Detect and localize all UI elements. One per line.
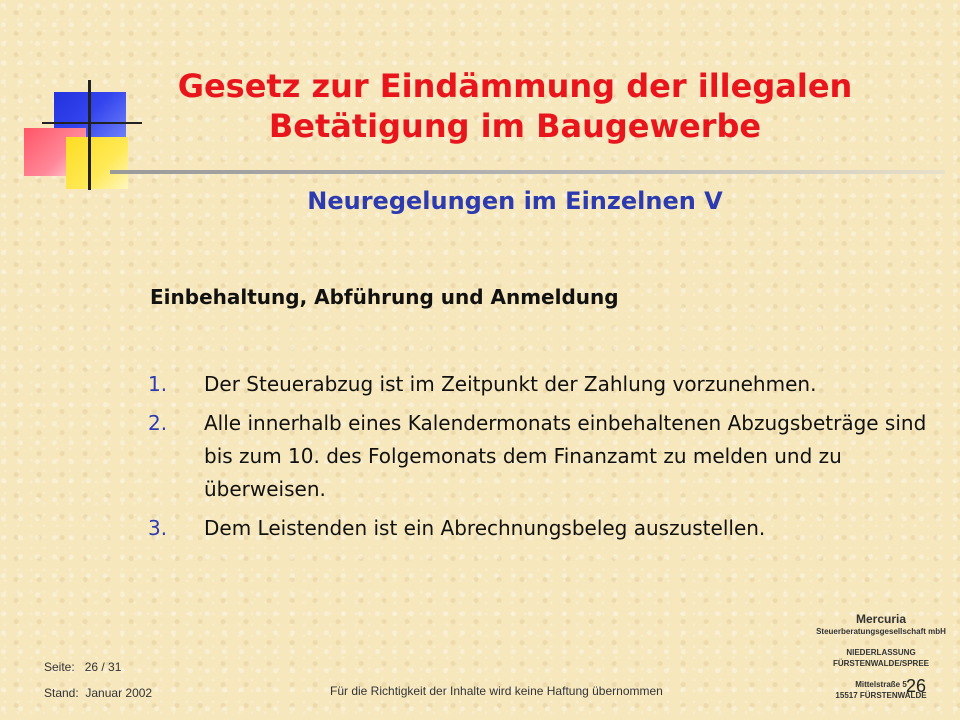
list-number: 1. [148,372,168,396]
seite-value: 26 / 31 [84,660,122,674]
list-item [148,512,928,545]
title-line-2: Betätigung im Baugewerbe [268,107,762,145]
stand-label: Stand: [44,686,79,700]
company-line: Steuerberatungsgesellschaft mbH [816,627,946,636]
title-line-1: Gesetz zur Eindämmung der illegalen [177,67,853,105]
company-line: Mittelstraße 5 [855,680,907,689]
list-item [148,368,928,401]
section-heading: Einbehaltung, Abführung und Anmeldung [150,285,619,309]
company-block [806,612,956,701]
yellow-square [66,137,128,189]
slide-title [120,66,910,146]
numbered-list [148,368,928,551]
slide-subtitle: Neuregelungen im Einzelnen V [307,187,723,215]
list-number: 3. [148,516,168,540]
page-info [44,660,121,674]
list-number: 2. [148,411,168,435]
list-text: Der Steuerabzug ist im Zeitpunkt der Zahlung vorzunehmen. [204,372,817,396]
company-name: Mercuria [855,612,907,626]
title-rule [110,170,945,174]
page-number: 26 [906,676,927,696]
list-text: Alle innerhalb eines Kalendermonats einbehaltenen Abzugsbeträge sind bis zum 10. des Folgemonats dem Finanzamt zu melden und zu überweisen. [204,411,927,501]
company-line: NIEDERLASSUNG [846,648,916,657]
stand-value: Januar 2002 [85,686,153,700]
vertical-line [88,80,91,190]
disclaimer: Für die Richtigkeit der Inhalte wird keine Haftung übernommen [330,684,663,698]
seite-label: Seite: [44,660,75,674]
company-line: 15517 FÜRSTENWALDE [835,691,927,700]
list-item [148,407,928,506]
list-text: Dem Leistenden ist ein Abrechnungsbeleg auszustellen. [204,516,766,540]
company-line: FÜRSTENWALDE/SPREE [832,659,929,668]
stand-info [44,686,152,700]
